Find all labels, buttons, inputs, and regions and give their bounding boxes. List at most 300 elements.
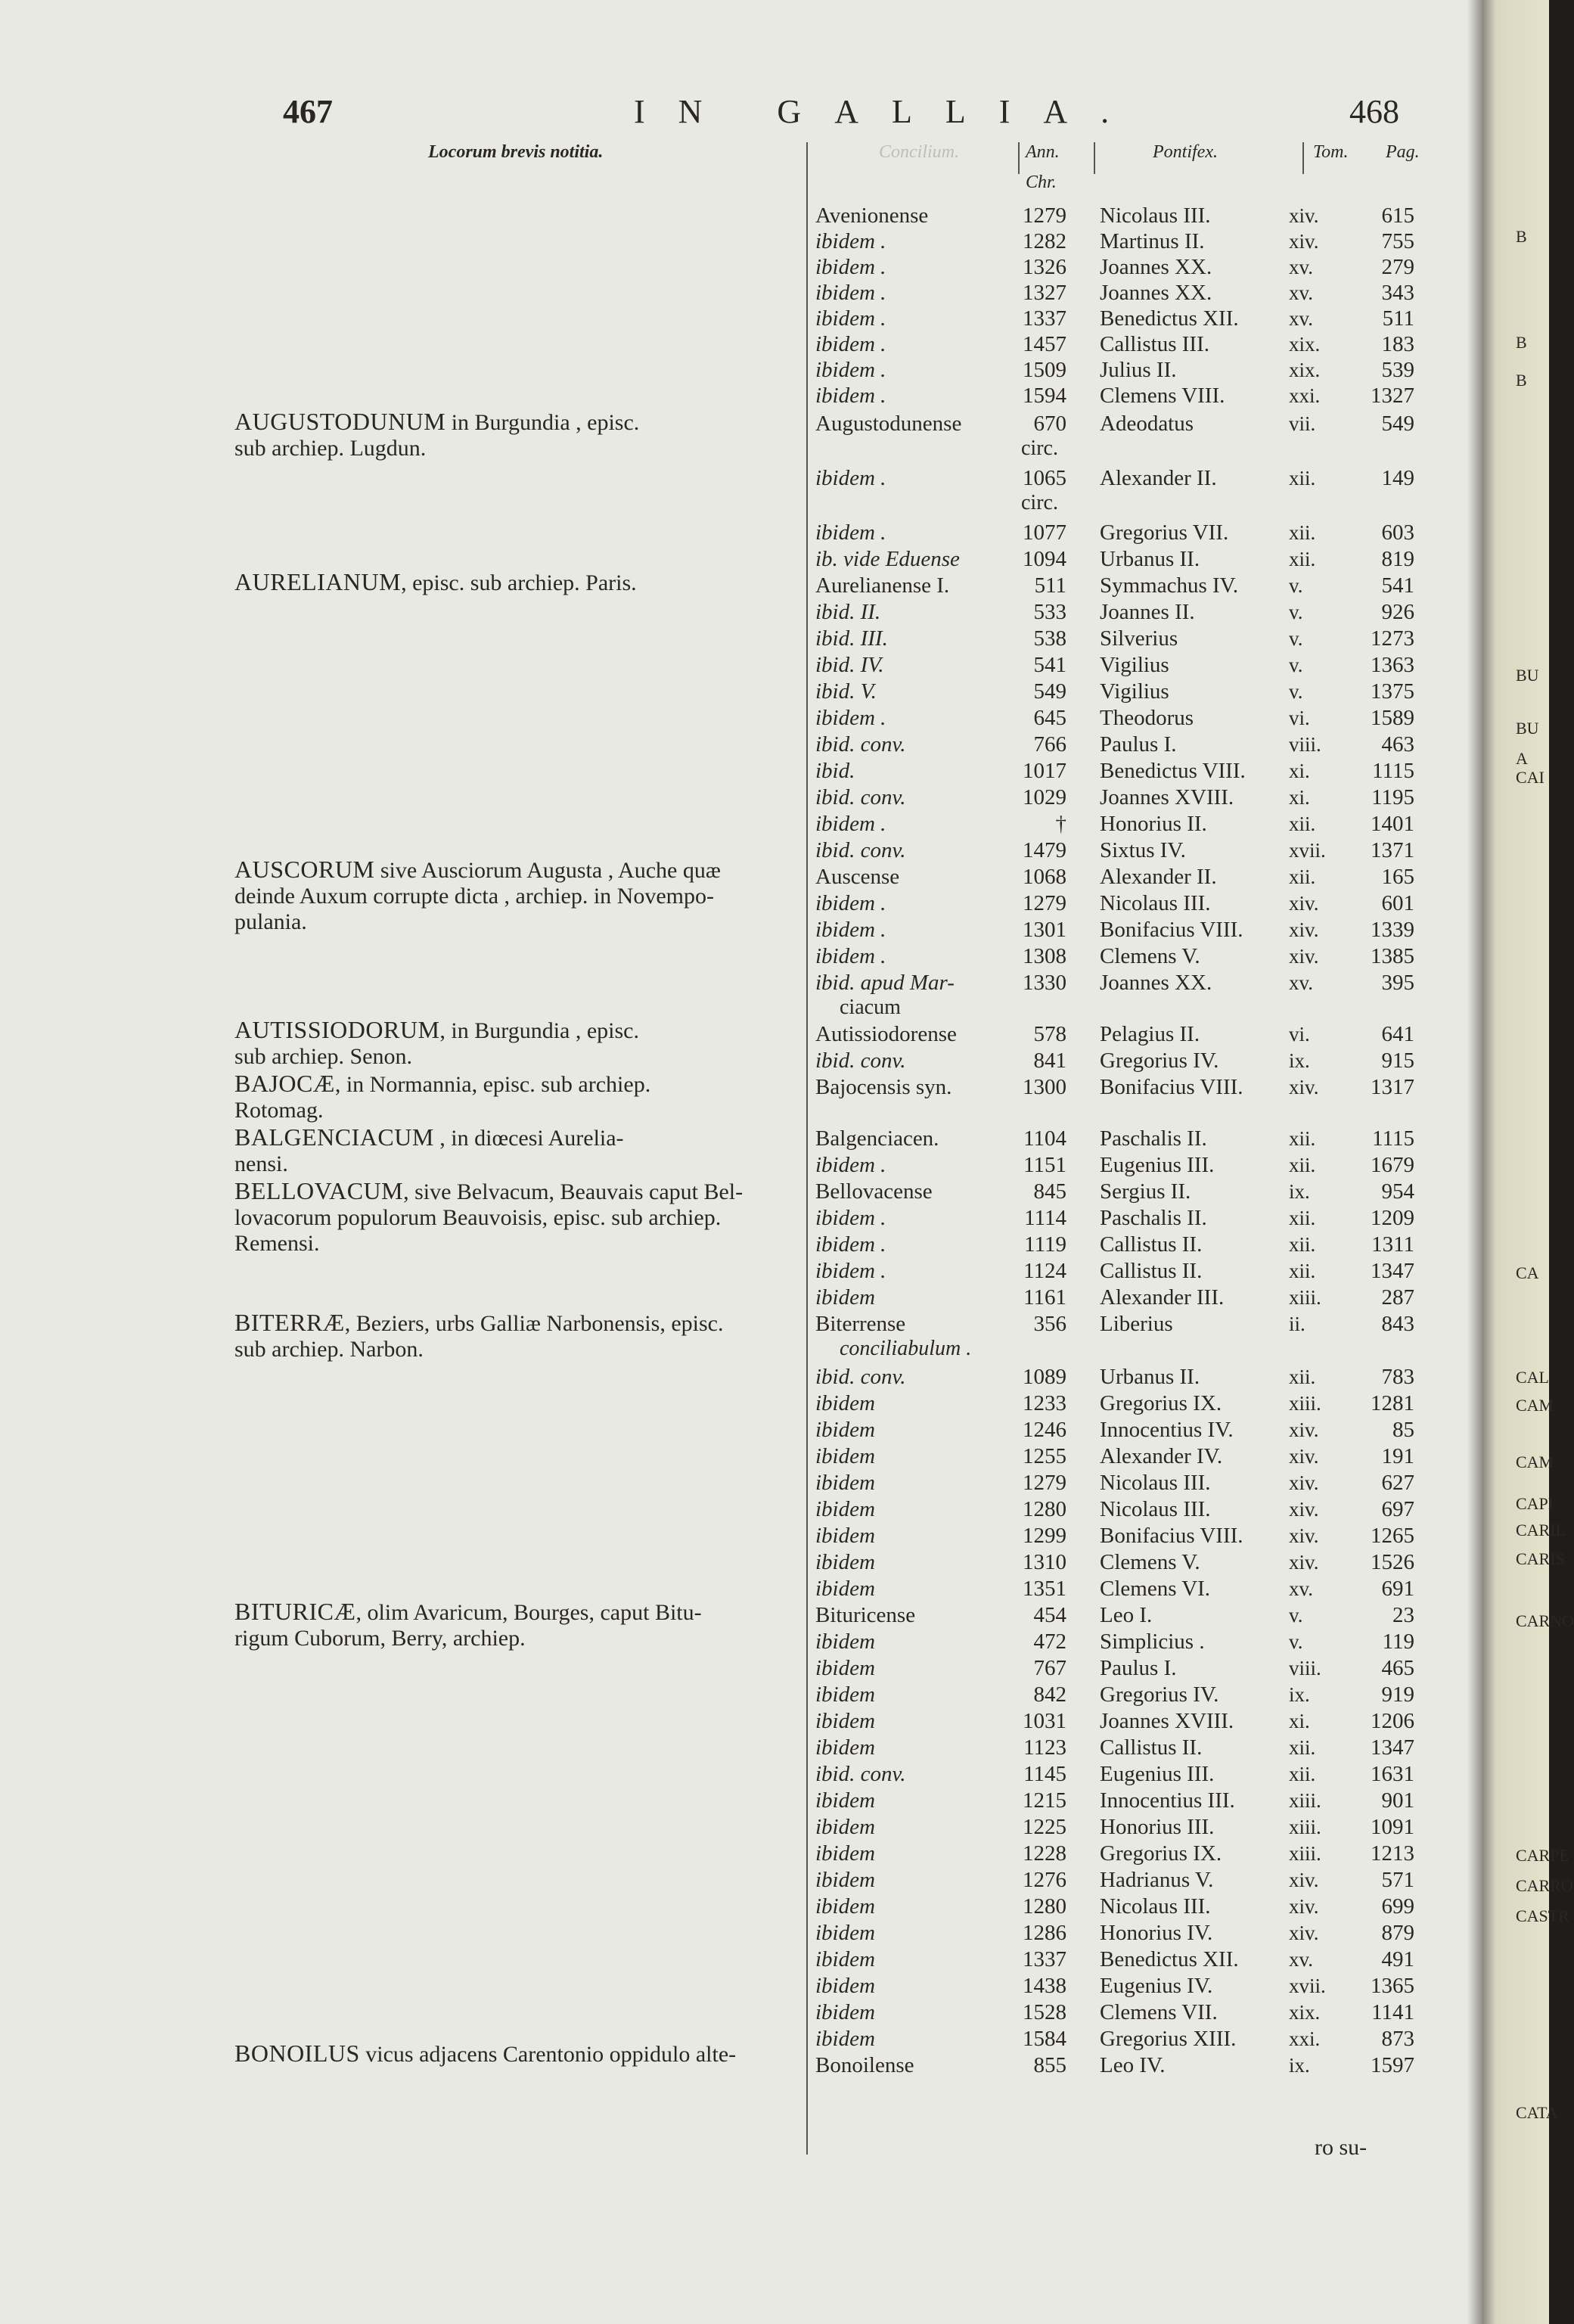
pontiff: Callistus III. [1100, 332, 1209, 356]
pontiff: Bonifacius VIII. [1100, 918, 1243, 942]
location-description: deinde Auxum corrupte dicta , archiep. in Novempo- [234, 884, 714, 909]
tome: v. [1289, 680, 1303, 703]
location-description: sub archiep. Senon. [234, 1044, 412, 1069]
pontiff: Vigilius [1100, 653, 1169, 677]
council-name: Bajocensis syn. [815, 1075, 952, 1099]
pontiff: Nicolaus III. [1100, 1497, 1211, 1521]
pontiff: Benedictus VIII. [1100, 759, 1246, 783]
year: 841 [1033, 1049, 1066, 1073]
tome: xi. [1289, 760, 1310, 782]
council-name: ibid. II. [815, 600, 881, 624]
year: 1308 [1023, 944, 1066, 968]
page-ref: 1597 [1371, 2053, 1414, 2077]
pontiff: Clemens VI. [1100, 1577, 1211, 1601]
page-ref: 1385 [1371, 944, 1414, 968]
location-description: Rotomag. [234, 1098, 324, 1123]
council-name: ibidem [815, 1841, 875, 1866]
council-name: ibidem [815, 1947, 875, 1971]
year: 1301 [1023, 918, 1066, 942]
page-ref: 1327 [1371, 384, 1414, 408]
adjacent-page-fragment: B [1516, 333, 1527, 352]
council-name: ibidem . [815, 891, 886, 915]
tome: xiv. [1289, 918, 1319, 941]
tome: v. [1289, 627, 1303, 650]
year: 1228 [1023, 1841, 1066, 1866]
tome: xv. [1289, 1948, 1313, 1971]
column-rule [1094, 142, 1095, 174]
council-name: Bituricense [815, 1603, 916, 1627]
tome: xii. [1289, 865, 1316, 888]
tome: xii. [1289, 1736, 1316, 1759]
council-name: ibidem [815, 1630, 875, 1654]
year: 1351 [1023, 1577, 1066, 1601]
pontiff: Sergius II. [1100, 1179, 1191, 1204]
council-name: ibidem . [815, 944, 886, 968]
adjacent-page-fragment: CAL [1516, 1368, 1549, 1387]
tome: v. [1289, 1630, 1303, 1653]
location-entry [234, 2040, 809, 2068]
tome: v. [1289, 654, 1303, 676]
adjacent-page-fragment: BU [1516, 719, 1539, 738]
pontiff: Gregorius IV. [1100, 1682, 1219, 1707]
tome: xiv. [1289, 230, 1319, 253]
location-description: rigum Cuborum, Berry, archiep. [234, 1626, 526, 1651]
council-name: ibidem [815, 1921, 875, 1945]
location-entry [234, 856, 809, 935]
location-name: AUSCORUM [234, 856, 375, 883]
location-description: nensi. [234, 1151, 288, 1176]
year: 855 [1033, 2053, 1066, 2077]
row-continuation: conciliabulum . [840, 1337, 972, 1360]
council-name: ibid. conv. [815, 785, 906, 809]
tome: xiii. [1289, 1286, 1321, 1309]
pontiff: Sixtus IV. [1100, 838, 1186, 862]
tome: ix. [1289, 2054, 1310, 2077]
location-description: , Beziers, urbs Galliæ Narbonensis, episc. [344, 1311, 724, 1336]
page-ref: 1273 [1371, 626, 1414, 651]
year: 1509 [1023, 358, 1066, 382]
page-ref: 879 [1381, 1921, 1414, 1945]
page-ref: 1206 [1371, 1709, 1414, 1733]
tome: xii. [1289, 1127, 1316, 1150]
council-name: ibidem . [815, 255, 886, 279]
year: 845 [1033, 1179, 1066, 1204]
page-ref: 819 [1381, 547, 1414, 571]
row-continuation: circ. [1021, 491, 1058, 514]
council-name: ibidem . [815, 706, 886, 730]
pontiff: Alexander IV. [1100, 1444, 1223, 1468]
year: 356 [1033, 1312, 1066, 1336]
council-name: Bellovacense [815, 1179, 933, 1204]
year: 766 [1033, 732, 1066, 757]
tome: xiv. [1289, 1498, 1319, 1521]
adjacent-page-fragment: CA [1516, 1263, 1539, 1282]
location-name: BELLOVACUM [234, 1177, 404, 1204]
pontiff: Joannes XVIII. [1100, 785, 1234, 809]
year: 1151 [1023, 1153, 1066, 1177]
location-name: BONOILUS [234, 2040, 360, 2067]
tome: xii. [1289, 1233, 1316, 1256]
year: 1119 [1024, 1232, 1066, 1257]
pontiff: Joannes XVIII. [1100, 1709, 1234, 1733]
council-name: ibidem . [815, 281, 886, 305]
pontiff: Eugenius III. [1100, 1762, 1215, 1786]
pontiff: Joannes II. [1100, 600, 1195, 624]
location-description: , olim Avaricum, Bourges, caput Bitu- [355, 1600, 702, 1625]
year: 1029 [1023, 785, 1066, 809]
page-ref: 287 [1381, 1285, 1414, 1310]
year: 1255 [1023, 1444, 1066, 1468]
year: 1031 [1023, 1709, 1066, 1733]
pontiff: Joannes XX. [1100, 255, 1212, 279]
pontiff: Paulus I. [1100, 1656, 1177, 1680]
page-ref: 1371 [1371, 838, 1414, 862]
page-ref: 1115 [1372, 1126, 1414, 1151]
page-ref: 755 [1381, 229, 1414, 253]
pontiff: Innocentius IV. [1100, 1418, 1234, 1442]
tome: xii. [1289, 812, 1316, 835]
page-ref: 1317 [1371, 1075, 1414, 1099]
tome: viii. [1289, 1657, 1321, 1679]
page-ref: 1401 [1371, 812, 1414, 836]
pontiff: Eugenius III. [1100, 1153, 1215, 1177]
year: 1327 [1023, 281, 1066, 305]
council-name: ibid. conv. [815, 838, 906, 862]
council-name: ibidem . [815, 306, 886, 331]
page-ref: 1363 [1371, 653, 1414, 677]
adjacent-page-fragment: CAI [1516, 768, 1545, 787]
tome: xvii. [1289, 1974, 1326, 1997]
council-name: ibidem [815, 1577, 875, 1601]
year: 1279 [1023, 1471, 1066, 1495]
pontiff: Clemens V. [1100, 1550, 1200, 1574]
pontiff: Alexander II. [1100, 466, 1217, 490]
page-ref: 1281 [1371, 1391, 1414, 1415]
year: 1279 [1023, 204, 1066, 228]
tome: xii. [1289, 548, 1316, 570]
location-name: BITURICÆ [234, 1598, 356, 1625]
location-name: BAJOCÆ [234, 1070, 335, 1097]
year: 549 [1033, 679, 1066, 704]
pontiff: Honorius II. [1100, 812, 1207, 836]
year: 511 [1034, 573, 1066, 598]
tome: xiv. [1289, 1524, 1319, 1547]
column-header-tom: Tom. [1313, 142, 1349, 162]
page-ref: 395 [1381, 971, 1414, 995]
page-ref: 23 [1392, 1603, 1414, 1627]
tome: xii. [1289, 1763, 1316, 1785]
year: 645 [1033, 706, 1066, 730]
year: 1528 [1023, 2000, 1066, 2024]
council-name: ibid. V. [815, 679, 877, 704]
column-header-concilium: Concilium. [879, 142, 959, 162]
year: 1337 [1023, 306, 1066, 331]
location-description: pulania. [234, 909, 307, 934]
council-name: Augustodunense [815, 412, 962, 436]
tome: ii. [1289, 1313, 1305, 1335]
council-name: ibidem . [815, 466, 886, 490]
tome: xiv. [1289, 1445, 1319, 1468]
tome: xii. [1289, 1207, 1316, 1229]
council-name: ibidem [815, 1735, 875, 1760]
year: 1280 [1023, 1497, 1066, 1521]
location-entry [234, 1124, 809, 1177]
year: 541 [1033, 653, 1066, 677]
location-description: sive Ausciorum Augusta , Auche quæ [374, 858, 721, 883]
location-description: in Burgundia , episc. [446, 410, 640, 435]
council-name: ibidem . [815, 332, 886, 356]
tome: xiv. [1289, 945, 1319, 968]
year: 1094 [1023, 547, 1066, 571]
column-header-locorum: Locorum brevis notitia. [428, 142, 604, 162]
tome: xix. [1289, 2001, 1321, 2024]
year: 1124 [1023, 1259, 1066, 1283]
tome: xvii. [1289, 839, 1326, 862]
page-ref: 699 [1381, 1894, 1414, 1919]
location-description: sub archiep. Narbon. [234, 1337, 424, 1362]
pontiff: Nicolaus III. [1100, 891, 1211, 915]
pontiff: Benedictus XII. [1100, 306, 1239, 331]
page-ref: 954 [1381, 1179, 1414, 1204]
location-name: BALGENCIACUM [234, 1123, 434, 1151]
year: 578 [1033, 1022, 1066, 1046]
tome: ix. [1289, 1049, 1310, 1072]
council-name: ibidem [815, 1868, 875, 1892]
tome: xix. [1289, 359, 1321, 381]
year: 1326 [1023, 255, 1066, 279]
council-name: ibidem [815, 1894, 875, 1919]
adjacent-page-fragment: CARNO [1516, 1611, 1574, 1630]
page-ref: 279 [1381, 255, 1414, 279]
pontiff: Eugenius IV. [1100, 1974, 1213, 1998]
adjacent-page-fragment: CARIL [1516, 1521, 1566, 1539]
page-ref: 1526 [1371, 1550, 1414, 1574]
running-title: IN GALLIA. [634, 93, 1143, 130]
council-name: ibidem . [815, 358, 886, 382]
tome: xiv. [1289, 892, 1319, 915]
page-ref: 343 [1381, 281, 1414, 305]
council-name: ibidem [815, 1682, 875, 1707]
tome: ix. [1289, 1683, 1310, 1706]
year: 1161 [1023, 1285, 1066, 1310]
council-name: ibid. III. [815, 626, 888, 651]
pontiff: Honorius IV. [1100, 1921, 1213, 1945]
tome: v. [1289, 601, 1303, 623]
council-name: ibidem [815, 1285, 875, 1310]
year: 1089 [1023, 1365, 1066, 1389]
council-name: Autissiodorense [815, 1022, 957, 1046]
page-ref: 149 [1381, 466, 1414, 490]
year: 1279 [1023, 891, 1066, 915]
page-ref: 641 [1381, 1022, 1414, 1046]
pontiff: Bonifacius VIII. [1100, 1524, 1243, 1548]
tome: xiii. [1289, 1392, 1321, 1415]
council-name: ibidem [815, 1550, 875, 1574]
council-name: ibidem . [815, 1153, 886, 1177]
year: 1300 [1023, 1075, 1066, 1099]
adjacent-page-fragment: BU [1516, 666, 1539, 685]
tome: xiii. [1289, 1816, 1321, 1838]
location-name: AURELIANUM [234, 568, 402, 595]
page-ref: 165 [1381, 865, 1414, 889]
tome: xii. [1289, 1154, 1316, 1176]
year: 1077 [1023, 520, 1066, 545]
year: 1104 [1023, 1126, 1066, 1151]
page-ref: 191 [1381, 1444, 1414, 1468]
year: 1017 [1023, 759, 1066, 783]
year: 454 [1033, 1603, 1066, 1627]
adjacent-page-fragment: CARIS [1516, 1549, 1565, 1568]
page-ref: 1311 [1371, 1232, 1414, 1257]
column-header-chr: Chr. [1026, 172, 1057, 192]
tome: ix. [1289, 1180, 1310, 1203]
year: 1584 [1023, 2027, 1066, 2051]
council-name: Balgenciacen. [815, 1126, 939, 1151]
pontiff: Gregorius IX. [1100, 1391, 1222, 1415]
council-name: ibidem . [815, 1232, 886, 1257]
page-ref: 119 [1382, 1630, 1414, 1654]
pontiff: Clemens V. [1100, 944, 1200, 968]
adjacent-page-fragment: CASTR [1516, 1906, 1569, 1925]
adjacent-page-fragment: CAM [1516, 1452, 1554, 1471]
tome: viii. [1289, 733, 1321, 756]
pontiff: Joannes XX. [1100, 281, 1212, 305]
pontiff: Leo I. [1100, 1603, 1153, 1627]
tome: xv. [1289, 1577, 1313, 1600]
location-description: vicus adjacens Carentonio oppidulo alte- [359, 2042, 737, 2067]
page-ref: 1347 [1371, 1735, 1414, 1760]
year: 767 [1033, 1656, 1066, 1680]
page-ref: 615 [1381, 204, 1414, 228]
tome: xiv. [1289, 1076, 1319, 1098]
year: 1123 [1023, 1735, 1066, 1760]
pontiff: Clemens VIII. [1100, 384, 1225, 408]
pontiff: Nicolaus III. [1100, 204, 1211, 228]
council-name: ibidem [815, 1974, 875, 1998]
council-name: ibidem [815, 1497, 875, 1521]
page-ref: 541 [1381, 573, 1414, 598]
pontiff: Benedictus XII. [1100, 1947, 1239, 1971]
pontiff: Nicolaus III. [1100, 1471, 1211, 1495]
pontiff: Bonifacius VIII. [1100, 1075, 1243, 1099]
council-name: ibid. conv. [815, 1762, 906, 1786]
tome: xii. [1289, 521, 1316, 544]
page-ref: 1339 [1371, 918, 1414, 942]
pontiff: Pelagius II. [1100, 1022, 1200, 1046]
tome: vi. [1289, 707, 1310, 729]
year: 533 [1033, 600, 1066, 624]
location-description: , in Normannia, episc. sub archiep. [334, 1072, 651, 1097]
pontiff: Liberius [1100, 1312, 1173, 1336]
page-ref: 1195 [1371, 785, 1414, 809]
page-ref: 1375 [1371, 679, 1414, 704]
pontiff: Adeodatus [1100, 412, 1194, 436]
adjacent-page-fragment: CARRO [1516, 1876, 1573, 1895]
year: 1310 [1023, 1550, 1066, 1574]
pontiff: Gregorius IV. [1100, 1049, 1219, 1073]
adjacent-page-fragment: B [1516, 227, 1527, 246]
location-entry [234, 1178, 809, 1257]
council-name: ibidem . [815, 918, 886, 942]
year: 670 [1033, 412, 1066, 436]
pontiff: Paschalis II. [1100, 1126, 1207, 1151]
year: 1233 [1023, 1391, 1066, 1415]
row-continuation: ciacum [840, 996, 901, 1019]
council-name: ibidem . [815, 1206, 886, 1230]
council-name: ibidem [815, 1391, 875, 1415]
council-name: ibid. conv. [815, 1049, 906, 1073]
pontiff: Alexander III. [1100, 1285, 1225, 1310]
page-ref: 1347 [1371, 1259, 1414, 1283]
tome: xv. [1289, 281, 1313, 304]
council-name: ibidem . [815, 229, 886, 253]
year: 538 [1033, 626, 1066, 651]
location-entry [234, 1070, 809, 1123]
adjacent-page-fragment: CARPE [1516, 1846, 1569, 1865]
council-name: ibidem [815, 1815, 875, 1839]
page-ref: 1265 [1371, 1524, 1414, 1548]
tome: xi. [1289, 1710, 1310, 1732]
page-ref: 926 [1381, 600, 1414, 624]
page-ref: 915 [1381, 1049, 1414, 1073]
council-name: ibidem [815, 1471, 875, 1495]
year: 1276 [1023, 1868, 1066, 1892]
pontiff: Gregorius IX. [1100, 1841, 1222, 1866]
council-name: ibidem [815, 1656, 875, 1680]
council-name: ibidem [815, 1524, 875, 1548]
location-description: , episc. sub archiep. Paris. [401, 570, 637, 595]
year: 1438 [1023, 1974, 1066, 1998]
council-name: ibid. conv. [815, 732, 906, 757]
pontiff: Hadrianus V. [1100, 1868, 1214, 1892]
pontiff: Clemens VII. [1100, 2000, 1218, 2024]
council-name: ib. vide Eduense [815, 547, 960, 571]
page-ref: 1679 [1371, 1153, 1414, 1177]
adjacent-page-fragment: A [1516, 749, 1528, 768]
tome: xv. [1289, 971, 1313, 994]
page-ref: 627 [1381, 1471, 1414, 1495]
tome: v. [1289, 574, 1303, 597]
council-name: Aurelianense I. [815, 573, 950, 598]
adjacent-page-fragment: B [1516, 371, 1527, 390]
year: 1065 [1023, 466, 1066, 490]
page-ref: 465 [1381, 1656, 1414, 1680]
tome: xiii. [1289, 1842, 1321, 1865]
year: 1068 [1023, 865, 1066, 889]
tome: xiv. [1289, 204, 1319, 227]
tome: vi. [1289, 1023, 1310, 1045]
council-name: ibidem . [815, 1259, 886, 1283]
location-description: sub archiep. Lugdun. [234, 436, 427, 461]
column-rule [1302, 142, 1304, 174]
pontiff: Julius II. [1100, 358, 1177, 382]
tome: v. [1289, 1604, 1303, 1626]
pontiff: Alexander II. [1100, 865, 1217, 889]
page-ref: 1213 [1371, 1841, 1414, 1866]
tome: xii. [1289, 1260, 1316, 1282]
location-entry [234, 1310, 809, 1362]
adjacent-page-fragment: CAPI [1516, 1494, 1554, 1513]
tome: xii. [1289, 1366, 1316, 1388]
tome: xiv. [1289, 1922, 1319, 1944]
page-ref: 901 [1381, 1788, 1414, 1813]
year: 1330 [1023, 971, 1066, 995]
page-ref: 511 [1382, 306, 1414, 331]
council-name: ibidem . [815, 520, 886, 545]
council-name: ibidem [815, 1788, 875, 1813]
year: 1114 [1024, 1206, 1066, 1230]
council-name: ibidem [815, 1444, 875, 1468]
